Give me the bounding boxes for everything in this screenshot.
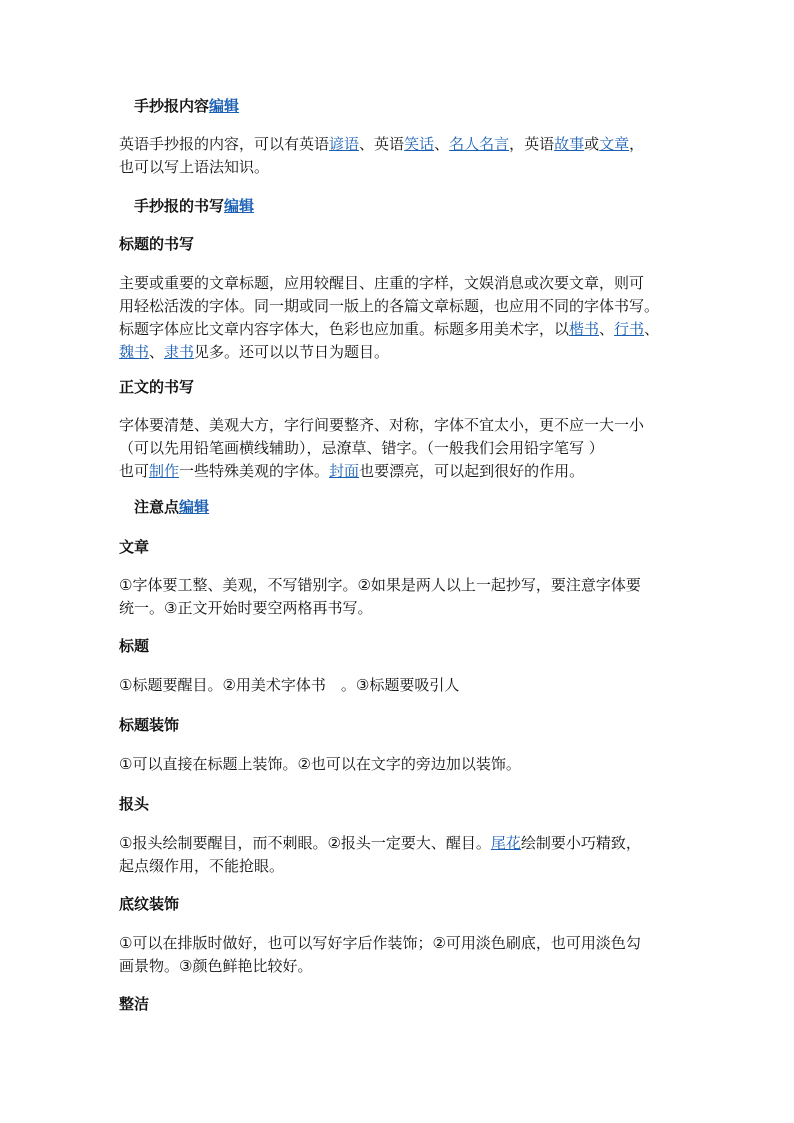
section-heading-text: 手抄报内容 [134, 97, 210, 115]
section-heading-notes [134, 496, 694, 519]
link-article[interactable]: 文章 [599, 135, 630, 153]
text: 见多。还可以以节日为题目。 [194, 343, 390, 361]
paragraph-line: （可以先用铅笔画横线辅助），忌潦草、错字。（一般我们会用铅字笔写 ） [119, 439, 604, 457]
link-weishu[interactable]: 魏书 [119, 343, 150, 361]
text: 也要漂亮，可以起到很好的作用。 [359, 462, 585, 480]
text: 、 [149, 343, 165, 361]
paragraph-line: 主要或重要的文章标题，应用较醒目、庄重的字样，文娱消息或次要文章，则可 [119, 274, 645, 292]
paragraph-title [119, 674, 679, 697]
text: 、 [644, 320, 660, 338]
text: ①报头绘制要醒目，而不刺眼。②报头一定要大、醒目。 [119, 834, 491, 852]
edit-link[interactable]: 编辑 [224, 197, 255, 215]
paragraph-line: ①标题要醒目。②用美术字体书 。③标题要吸引人 [119, 676, 460, 694]
text: 英语 [374, 135, 405, 153]
text: 或 [584, 135, 600, 153]
link-joke[interactable]: 笑话 [404, 135, 435, 153]
edit-link[interactable]: 编辑 [179, 498, 210, 516]
link-quotes[interactable]: 名人名言 [449, 135, 510, 153]
paragraph-background-decoration [119, 932, 679, 978]
paragraph-line [119, 341, 679, 364]
text: 、 [434, 135, 450, 153]
link-proverb[interactable]: 谚语 [329, 135, 360, 153]
subheading-title: 标题 [119, 637, 150, 655]
paragraph-line: 字体要清楚、美观大方，字行间要整齐、对称，字体不宜太小，更不应一大一小 [119, 416, 645, 434]
section-heading-text: 注意点 [134, 498, 180, 516]
paragraph-line: 也可以写上语法知识。 [119, 158, 270, 176]
text: ，英语 [509, 135, 555, 153]
section-heading-content [134, 95, 694, 118]
subheading-background-decoration: 底纹装饰 [119, 895, 180, 913]
paragraph-masthead [119, 832, 679, 878]
subheading-title-writing: 标题的书写 [119, 235, 195, 253]
link-story[interactable]: 故事 [554, 135, 585, 153]
paragraph-line [119, 318, 679, 341]
paragraph-line: ①字体要工整、美观，不写错别字。②如果是两人以上一起抄写，要注意字体要 [119, 576, 641, 594]
paragraph-article [119, 574, 679, 620]
paragraph-body-writing [119, 414, 679, 483]
section-heading-writing [134, 195, 694, 218]
link-kaishu[interactable]: 楷书 [569, 320, 600, 338]
link-lishu[interactable]: 隶书 [164, 343, 195, 361]
subheading-article: 文章 [119, 538, 150, 556]
text: 、 [599, 320, 615, 338]
subheading-title-decoration: 标题装饰 [119, 716, 180, 734]
text: 也可 [119, 462, 150, 480]
paragraph-line [119, 460, 679, 483]
section-heading-text: 手抄报的书写 [134, 197, 225, 215]
text: 、 [359, 135, 375, 153]
paragraph-line [119, 133, 679, 156]
paragraph-line: ①可以直接在标题上装饰。②也可以在文字的旁边加以装饰。 [119, 755, 521, 773]
text: ， [629, 135, 645, 153]
link-xingshu[interactable]: 行书 [614, 320, 645, 338]
paragraph-line: ①可以在排版时做好，也可以写好字后作装饰；②可用淡色刷底，也可用淡色勾 [119, 934, 641, 952]
paragraph-line: 用轻松活泼的字体。同一期或同一版上的各篇文章标题，也应用不同的字体书写。 [119, 297, 660, 315]
paragraph-line: 统一。③正文开始时要空两格再书写。 [119, 599, 373, 617]
edit-link[interactable]: 编辑 [209, 97, 240, 115]
text: 绘制要小巧精致， [520, 834, 641, 852]
paragraph-line: 起点缀作用，不能抢眼。 [119, 857, 285, 875]
text: 标题字体应比文章内容字体大，色彩也应加重。标题多用美术字，以 [119, 320, 570, 338]
text: 英语手抄报的内容，可以有英语 [119, 135, 330, 153]
paragraph-line [119, 832, 679, 855]
link-make[interactable]: 制作 [149, 462, 180, 480]
paragraph-title-decoration [119, 753, 679, 776]
paragraph-content [119, 133, 679, 179]
subheading-masthead: 报头 [119, 795, 150, 813]
paragraph-title-writing [119, 272, 679, 364]
link-cover[interactable]: 封面 [329, 462, 360, 480]
link-tailpiece[interactable]: 尾花 [490, 834, 521, 852]
text: 一些特殊美观的字体。 [179, 462, 330, 480]
subheading-tidiness: 整洁 [119, 995, 150, 1013]
paragraph-line: 画景物。③颜色鲜艳比较好。 [119, 957, 313, 975]
subheading-body-writing: 正文的书写 [119, 378, 195, 396]
